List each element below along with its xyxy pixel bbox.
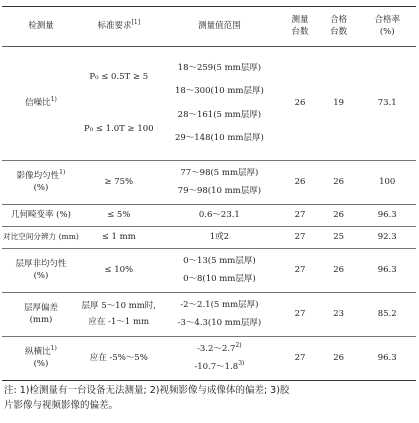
cell-measured: 27 bbox=[281, 205, 319, 227]
cell-range: 18～259(5 mm层厚) 18～300(10 mm层厚) 28～161(5 mm层厚) 29～148(10 mm层厚) bbox=[158, 47, 281, 161]
header-pass-rate: 合格率 (%) bbox=[358, 7, 416, 47]
data-table bbox=[2, 6, 416, 381]
footnote-line-2: 片影像与视频影像的偏差。 bbox=[4, 399, 119, 411]
table-row bbox=[2, 293, 416, 337]
cell-item: 纵横比$^{1)}$ (%) bbox=[2, 337, 80, 381]
cell-item: 层厚非均匀性 (%) bbox=[2, 249, 80, 293]
cell-range: 0～13(5 mm层厚) 0～8(10 mm层厚) bbox=[158, 249, 281, 293]
cell-item: 层厚偏差 (mm) bbox=[2, 293, 80, 337]
cell-standard: 层厚 5～10 mm时, 应在 -1～1 mm bbox=[80, 293, 158, 337]
cell-rate: 96.3 bbox=[358, 337, 416, 381]
table-row bbox=[2, 249, 416, 293]
cell-standard: ≤ 5% bbox=[80, 205, 158, 227]
cell-item: 几何畸变率 (%) bbox=[2, 205, 80, 227]
cell-standard: ≤ 10% bbox=[80, 249, 158, 293]
table-row bbox=[2, 205, 416, 227]
table-row bbox=[2, 161, 416, 205]
header-item: 检测量 bbox=[2, 7, 80, 47]
cell-measured: 27 bbox=[281, 293, 319, 337]
table-row bbox=[2, 227, 416, 249]
cell-item: 对比空间分辨力 (mm) bbox=[2, 227, 80, 249]
cell-rate: 92.3 bbox=[358, 227, 416, 249]
cell-range: -3.2～2.7$^{2)}$ -10.7～1.8$^{3)}$ bbox=[158, 337, 281, 381]
cell-measured: 26 bbox=[281, 47, 319, 161]
cell-range: -2～2.1(5 mm层厚) -3～4.3(10 mm层厚) bbox=[158, 293, 281, 337]
cell-item: 影像均匀性$^{1)}$ (%) bbox=[2, 161, 80, 205]
cell-item: 信噪比$^{1)}$ bbox=[2, 47, 80, 161]
cell-measured: 27 bbox=[281, 227, 319, 249]
cell-standard: P₀ ≤ 0.5T ≥ 5 P₀ ≤ 1.0T ≥ 100 bbox=[80, 47, 158, 161]
header-standard: 标准要求[1] bbox=[80, 7, 158, 47]
footnote-line-1: 注: 1)检测量有一台设备无法测量; 2)视频影像与成像体的偏差; 3)胶 bbox=[4, 385, 290, 396]
cell-pass: 19 bbox=[319, 47, 358, 161]
cell-range: 0.6～23.1 bbox=[158, 205, 281, 227]
header-count-pass: 合格 台数 bbox=[319, 7, 358, 47]
cell-pass: 26 bbox=[319, 205, 358, 227]
cell-measured: 27 bbox=[281, 337, 319, 381]
cell-standard: ≥ 75% bbox=[80, 161, 158, 205]
cell-rate: 96.3 bbox=[358, 205, 416, 227]
cell-rate: 100 bbox=[358, 161, 416, 205]
header-count-measured: 测量 台数 bbox=[281, 7, 319, 47]
cell-pass: 25 bbox=[319, 227, 358, 249]
cell-pass: 26 bbox=[319, 337, 358, 381]
cell-measured: 26 bbox=[281, 161, 319, 205]
cell-range: 1或2 bbox=[158, 227, 281, 249]
cell-rate: 96.3 bbox=[358, 249, 416, 293]
cell-standard: 应在 -5%～5% bbox=[80, 337, 158, 381]
cell-pass: 26 bbox=[319, 249, 358, 293]
table-row bbox=[2, 47, 416, 161]
cell-standard: ≤ 1 mm bbox=[80, 227, 158, 249]
cell-range: 77～98(5 mm层厚) 79～98(10 mm层厚) bbox=[158, 161, 281, 205]
table-footnote bbox=[4, 384, 414, 413]
cell-pass: 23 bbox=[319, 293, 358, 337]
cell-measured: 27 bbox=[281, 249, 319, 293]
cell-pass: 26 bbox=[319, 161, 358, 205]
header-standard-ref: [1] bbox=[131, 18, 141, 26]
header-range: 测量值范围 bbox=[158, 7, 281, 47]
table-header-row bbox=[2, 7, 416, 47]
table-row bbox=[2, 337, 416, 381]
cell-rate: 85.2 bbox=[358, 293, 416, 337]
cell-rate: 73.1 bbox=[358, 47, 416, 161]
